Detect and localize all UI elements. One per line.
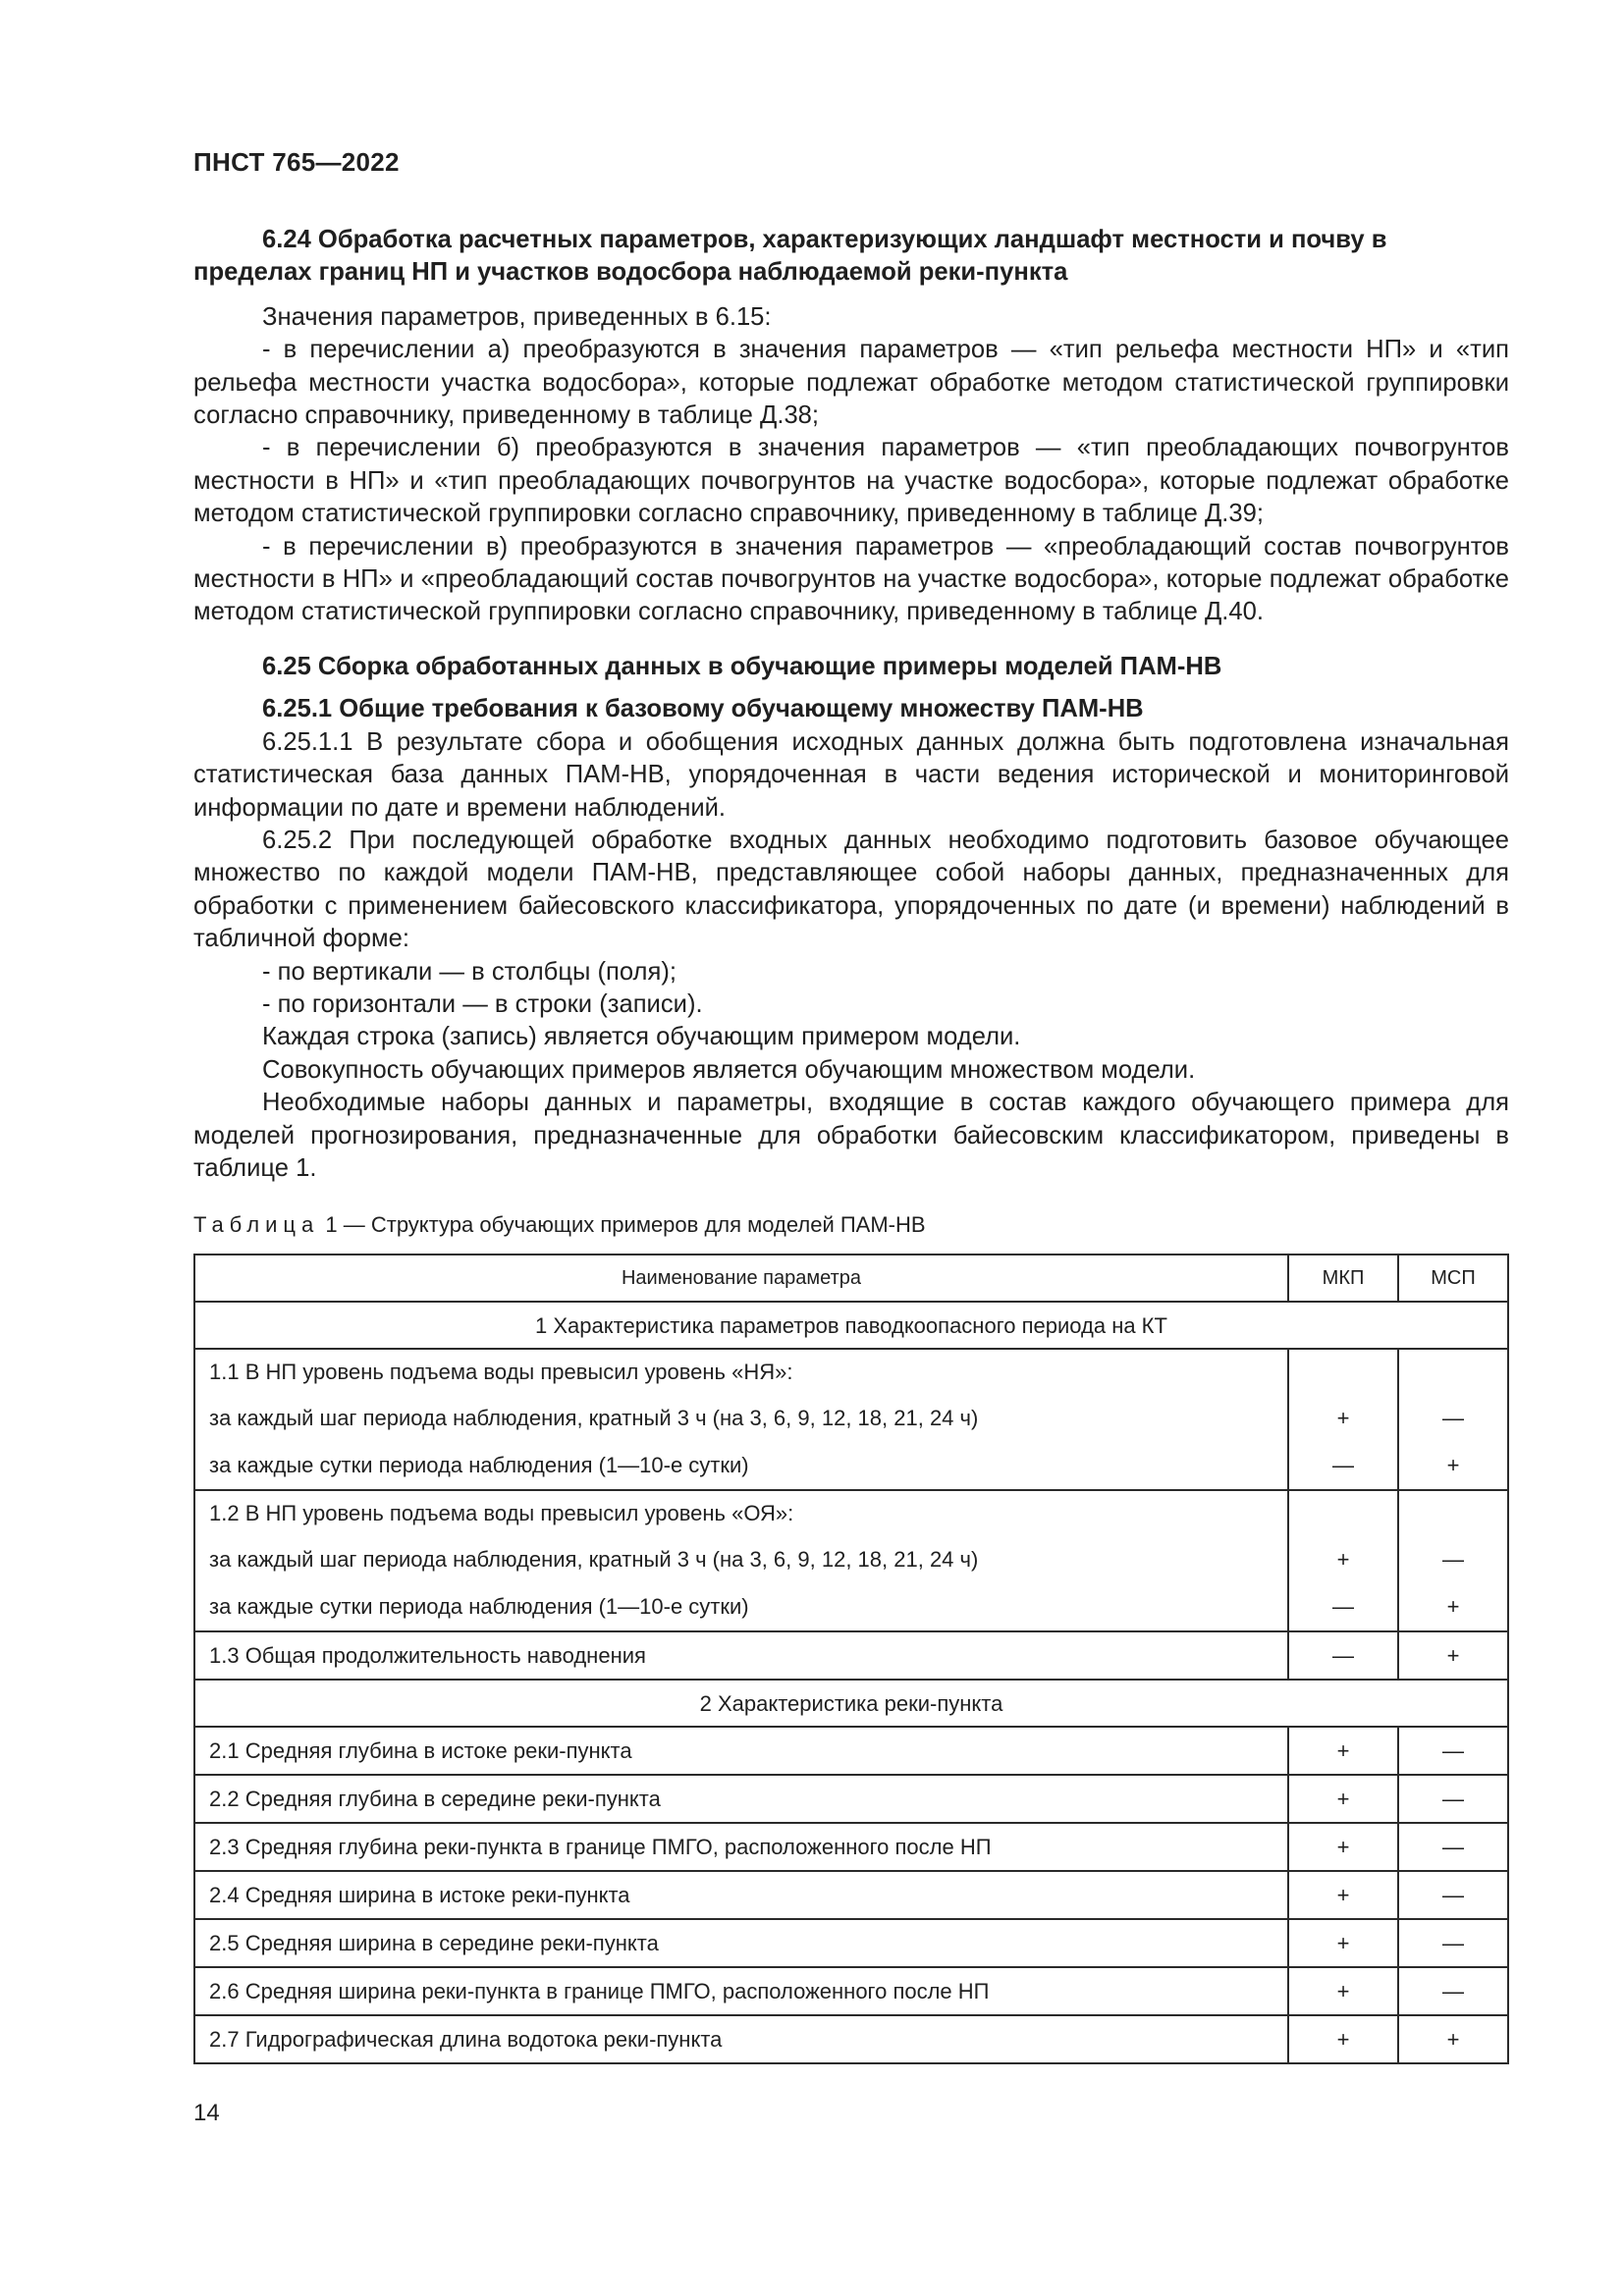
mkp-value: +: [1288, 1919, 1398, 1967]
group-line: за каждый шаг периода наблюдения, кратный 3 ч (на 3, 6, 9, 12, 18, 21, 24 ч): [209, 1547, 979, 1573]
section-6-25-1-title: 6.25.1 Общие требования к базовому обучающему множеству ПАМ-НВ: [262, 695, 1144, 723]
header-msp: МСП: [1398, 1255, 1508, 1302]
group-1-2-msp: [1398, 1490, 1508, 1631]
group-1-2-mkp: [1288, 1490, 1398, 1631]
table-row: [194, 1967, 1508, 2015]
group-line: за каждые сутки периода наблюдения (1—10-е сутки): [209, 1453, 749, 1478]
msp-value: —: [1398, 1919, 1508, 1967]
row-text: 1.3 Общая продолжительность наводнения: [194, 1631, 1288, 1680]
group-1-1-mkp: [1288, 1349, 1398, 1490]
table-row: [194, 1775, 1508, 1823]
table-caption-word: Таблица: [193, 1212, 320, 1238]
section-6-25-paragraph: - по вертикали — в столбцы (поля);: [262, 957, 677, 986]
msp-value: —: [1398, 1967, 1508, 2015]
group-title: 1.1 В НП уровень подъема воды превысил уровень «НЯ»:: [209, 1360, 793, 1385]
mkp-value: +: [1288, 1775, 1398, 1823]
table-section-row: [194, 1680, 1508, 1727]
mkp-value: +: [1288, 1823, 1398, 1871]
section-6-24-paragraph: - в перечислении в) преобразуются в значения параметров — «преобладающий состав почвогрунтов местности в НП» и «преобладающий состав почвогрунтов на участке водосбора», которые подлежат обработке методом статистической группировки согласно справочнику, приведенному в таблице Д.40.: [193, 532, 1509, 626]
table-caption-text: 1 — Структура обучающих примеров для моделей ПАМ-НВ: [325, 1212, 926, 1238]
msp-value: +: [1446, 1453, 1460, 1478]
document-header: ПНСТ 765—2022: [193, 147, 400, 177]
row-text: 2.5 Средняя ширина в середине реки-пункта: [194, 1919, 1288, 1967]
row-text: 2.1 Средняя глубина в истоке реки-пункта: [194, 1727, 1288, 1775]
table-row: [194, 1823, 1508, 1871]
table-header-row: [194, 1255, 1508, 1302]
row-text: 2.4 Средняя ширина в истоке реки-пункта: [194, 1871, 1288, 1919]
table-section-row: [194, 1302, 1508, 1349]
section-6-25-paragraph: 6.25.1.1 В результате сбора и обобщения исходных данных должна быть подготовлена изначальная статистическая база данных ПАМ-НВ, упорядоченная в части ведения исторической и мониторинговой информации по дате и времени наблюдений.: [193, 727, 1509, 822]
table-row: [194, 1871, 1508, 1919]
row-text: 2.6 Средняя ширина реки-пункта в границе ПМГО, расположенного после НП: [194, 1967, 1288, 2015]
msp-value: +: [1398, 2015, 1508, 2063]
table-row: [194, 1631, 1508, 1680]
section-6-24-paragraph: Значения параметров, приведенных в 6.15:: [262, 302, 772, 331]
mkp-value: —: [1288, 1631, 1398, 1680]
group-1-1-msp: [1398, 1349, 1508, 1490]
row-text: 2.7 Гидрографическая длина водотока реки-пункта: [194, 2015, 1288, 2063]
header-param: Наименование параметра: [194, 1255, 1288, 1302]
msp-value: —: [1398, 1727, 1508, 1775]
section-6-25-paragraph: Каждая строка (запись) является обучающим примером модели.: [262, 1023, 1021, 1051]
section-6-25-paragraph: 6.25.2 При последующей обработке входных данных необходимо подготовить базовое обучающее множество по каждой модели ПАМ-НВ, представляющее собой наборы данных, предназначенных для обработки с применением байесовского классификатора, упорядоченных по дате (и времени) наблюдений в табличной форме:: [193, 826, 1509, 953]
section-6-25-paragraph: - по горизонтали — в строки (записи).: [262, 989, 703, 1018]
mkp-value: —: [1332, 1594, 1354, 1620]
training-structure-table: [193, 1254, 1509, 2064]
section-6-24-paragraph: - в перечислении б) преобразуются в значения параметров — «тип преобладающих почвогрунтов местности в НП» и «тип преобладающих почвогрунтов на участке водосбора», которые подлежат обработке методом статистической группировки согласно справочнику, приведенному в таблице Д.39;: [193, 434, 1509, 528]
document-body: [193, 224, 1509, 2064]
msp-value: —: [1398, 1823, 1508, 1871]
section-6-25-title: 6.25 Сборка обработанных данных в обучающие примеры моделей ПАМ-НВ: [262, 652, 1222, 680]
group-title: 1.2 В НП уровень подъема воды превысил уровень «ОЯ»:: [209, 1501, 794, 1526]
msp-value: —: [1442, 1406, 1464, 1431]
msp-value: —: [1398, 1775, 1508, 1823]
group-line: за каждые сутки периода наблюдения (1—10-е сутки): [209, 1594, 749, 1620]
msp-value: +: [1446, 1594, 1460, 1620]
section-6-25-paragraph: Необходимые наборы данных и параметры, входящие в состав каждого обучающего примера для моделей прогнозирования, предназначенные для обработки байесовским классификатором, приведены в таблице 1.: [193, 1089, 1509, 1182]
group-1-2-text: [194, 1490, 1288, 1631]
section-2-title: 2 Характеристика реки-пункта: [194, 1680, 1508, 1727]
mkp-value: +: [1288, 1727, 1398, 1775]
mkp-value: —: [1332, 1453, 1354, 1478]
table-row: [194, 2015, 1508, 2063]
mkp-value: +: [1288, 1871, 1398, 1919]
table-caption: [193, 1210, 1509, 1240]
msp-value: —: [1398, 1871, 1508, 1919]
table-row: [194, 1919, 1508, 1967]
page-number: 14: [193, 2100, 220, 2126]
msp-value: +: [1398, 1631, 1508, 1680]
table-row-group-1-2: [194, 1490, 1508, 1631]
group-1-1-text: [194, 1349, 1288, 1490]
row-text: 2.3 Средняя глубина реки-пункта в границе ПМГО, расположенного после НП: [194, 1823, 1288, 1871]
mkp-value: +: [1336, 1547, 1350, 1573]
table-row-group-1-1: [194, 1349, 1508, 1490]
table-row: [194, 1727, 1508, 1775]
section-6-24-paragraph: - в перечислении а) преобразуются в значения параметров — «тип рельефа местности НП» и «тип рельефа местности участка водосбора», которые подлежат обработке методом статистической группировки согласно справочнику, приведенному в таблице Д.38;: [193, 336, 1509, 430]
section-1-title: 1 Характеристика параметров паводкоопасного периода на КТ: [194, 1302, 1508, 1349]
group-line: за каждый шаг периода наблюдения, кратный 3 ч (на 3, 6, 9, 12, 18, 21, 24 ч): [209, 1406, 979, 1431]
section-6-24-title: 6.24 Обработка расчетных параметров, характеризующих ландшафт местности и почву в пределах границ НП и участков водосбора наблюдаемой реки-пункта: [193, 226, 1387, 287]
msp-value: —: [1442, 1547, 1464, 1573]
mkp-value: +: [1288, 1967, 1398, 2015]
section-6-25-paragraph: Совокупность обучающих примеров является обучающим множеством модели.: [262, 1055, 1196, 1084]
header-mkp: МКП: [1288, 1255, 1398, 1302]
mkp-value: +: [1336, 1406, 1350, 1431]
row-text: 2.2 Средняя глубина в середине реки-пункта: [194, 1775, 1288, 1823]
mkp-value: +: [1288, 2015, 1398, 2063]
